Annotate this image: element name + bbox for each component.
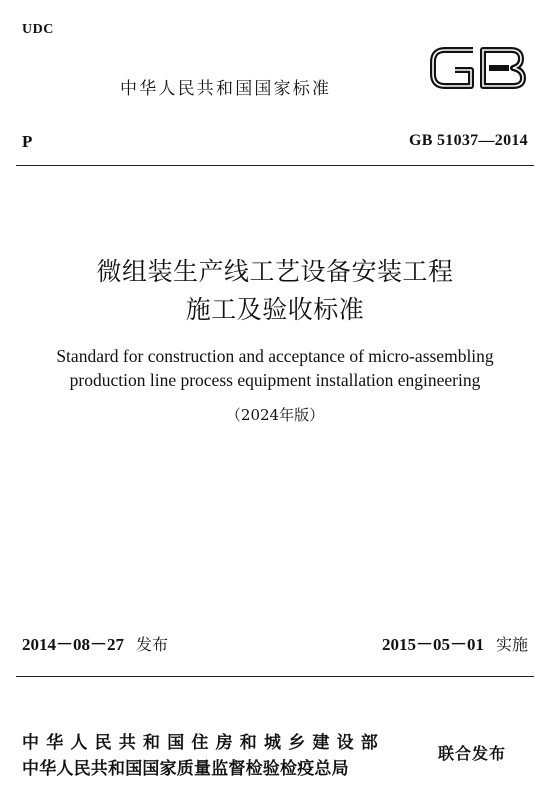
classification-code: P [22, 132, 33, 151]
national-standard-heading: 中华人民共和国国家标准 [120, 79, 332, 99]
chinese-title-line-2: 施工及验收标准 [185, 295, 365, 324]
implementation-date-block [382, 630, 528, 655]
joint-issue-label: 联合发布 [438, 744, 507, 763]
udc-label: UDC [22, 22, 54, 37]
edition-label: （2024年版） [225, 406, 325, 424]
issue-date: 2014－08－27 [22, 635, 124, 654]
english-title-line-1: Standard for construction and acceptance of micro-assembling [56, 346, 494, 366]
header-divider [16, 165, 534, 166]
implementation-date: 2015－05－01 [381, 635, 484, 654]
chinese-title-line-1: 微组装生产线工艺设备安装工程 [96, 257, 454, 286]
english-title-line-2: production line process equipment installation engineering [69, 370, 481, 390]
issue-label: 发布 [136, 635, 169, 654]
issuer-ministry-housing: 中华人民共和国住房和城乡建设部 [22, 733, 385, 753]
implementation-label: 实施 [495, 635, 528, 654]
standard-number: GB 51037—2014 [408, 132, 528, 149]
issue-date-block [22, 630, 168, 655]
issuer-quality-supervision: 中华人民共和国国家质量监督检验检疫总局 [22, 759, 349, 779]
footer-divider [16, 676, 534, 677]
gb-logo [425, 42, 529, 94]
